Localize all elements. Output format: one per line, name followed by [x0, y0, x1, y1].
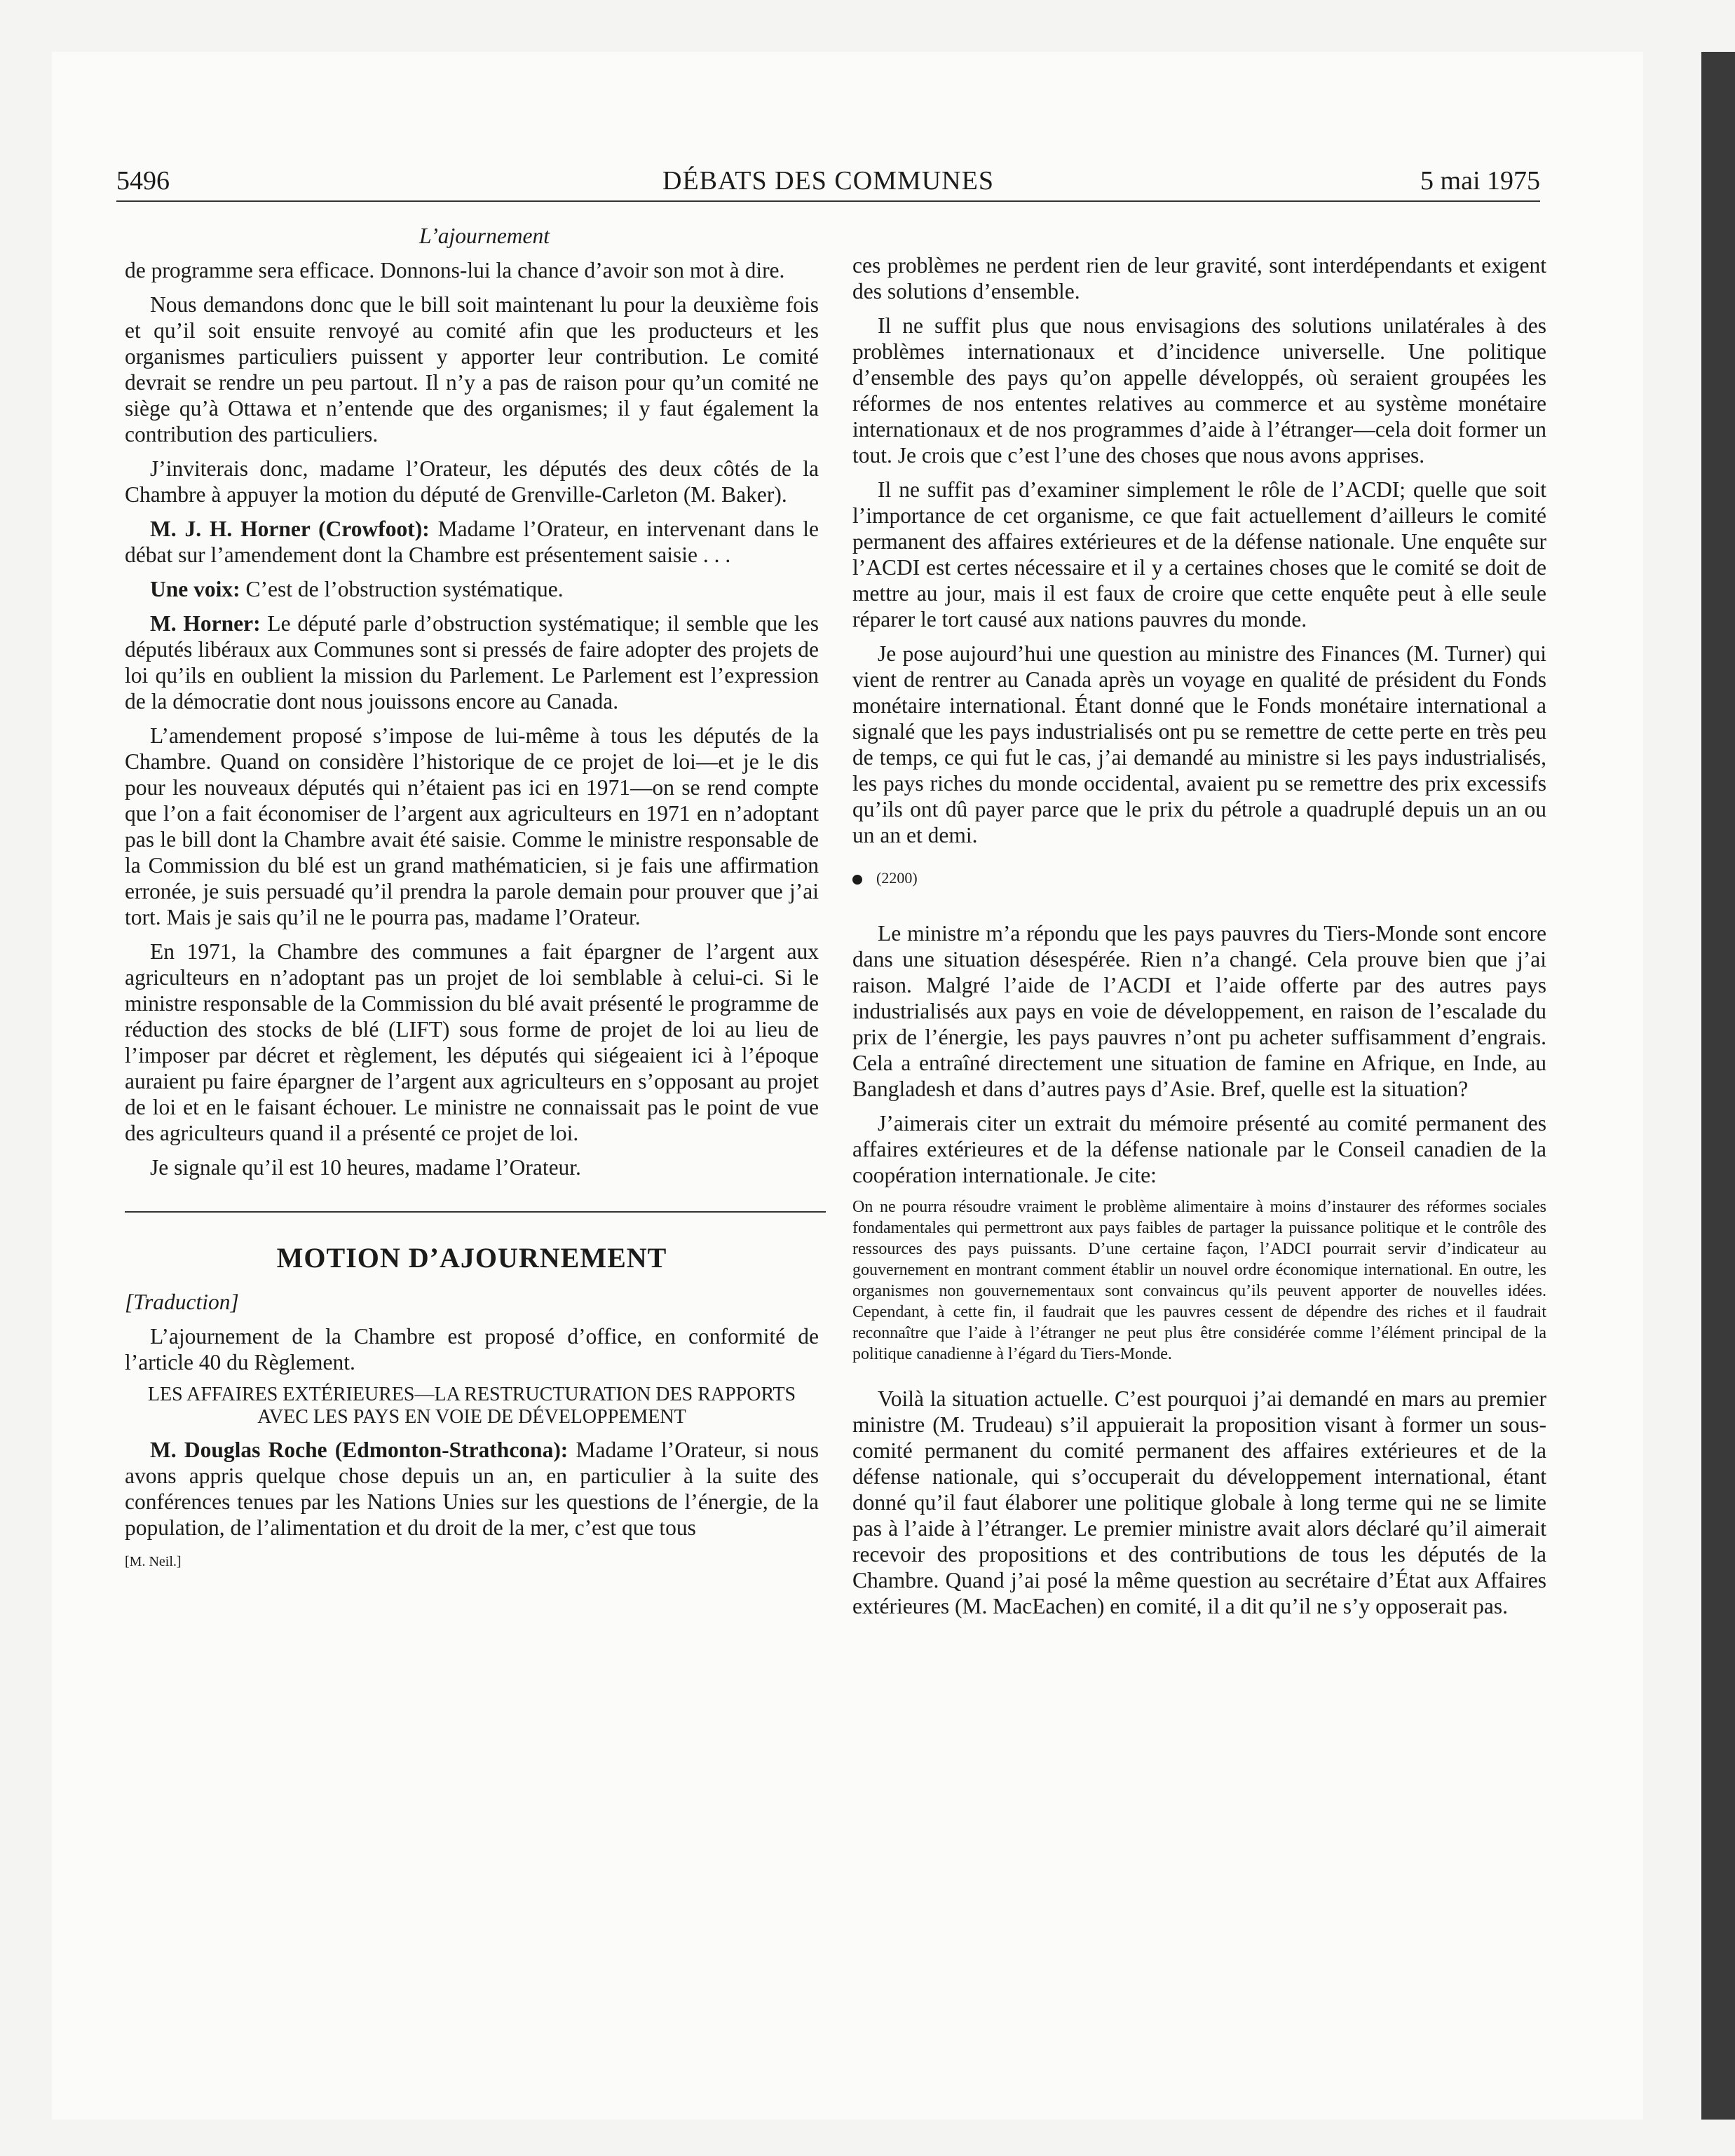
speech-roche: [125, 1437, 819, 1541]
page-header: [116, 165, 1540, 202]
speaker-marker: [M. Neil.]: [125, 1554, 182, 1569]
speech-horner-2: [125, 610, 819, 714]
paragraph: Il ne suffit pas d’examiner simplement le rôle de l’ACDI; quelle que soit l’importance de cet organisme, ce que fait actuellement d’ailleurs le comité permanent des affaires extérieures et de la défense nationale. Une enquête sur l’ACDI est certes nécessaire et il y a certaines choses que le comité se doit de mettre au jour, mais il est faux de croire que cette enquête peut à elle seule réparer le tort causé aux nations pauvres du monde.: [852, 477, 1546, 632]
speech-text: Madame l’Orateur, en intervenant dans le débat sur l’amendement dont la Chambre est présentement saisie . . .: [125, 517, 819, 567]
speech-text: C’est de l’obstruction systématique.: [240, 577, 564, 601]
translation-note: [Traduction]: [125, 1290, 239, 1314]
paragraph: Je pose aujourd’hui une question au ministre des Finances (M. Turner) qui vient de rentrer au Canada après un voyage en qualité de président du Fonds monétaire international. Étant donné que le Fonds monétaire international a signalé que les pays industrialisés ont pu se remettre de cette perte en très peu de temps, ce qui fut le cas, j’ai demandé au ministre si les pays industrialisés, les pays riches du monde occidental, avaient pu se remettre des prix excessifs qu’ils ont dû payer parce que le prix du pétrole a quadruplé depuis un an ou un an et demi.: [852, 641, 1546, 847]
paragraph: Je signale qu’il est 10 heures, madame l’Orateur.: [150, 1155, 581, 1180]
paragraph: de programme sera efficace. Donnons-lui la chance d’avoir son mot à dire.: [125, 258, 785, 282]
paragraph: Le ministre m’a répondu que les pays pauvres du Tiers-Monde sont encore dans une situation désespérée. Rien n’a changé. Cela prouve bien que j’ai raison. Malgré l’aide de l’ACDI et l’aide offerte par des autres pays industrialisés aux pays en voie de développement, en raison de l’escalade du prix de l’énergie, les pays pauvres n’ont pu acheter suffisamment d’engrais. Cela a entraîné directement une situation de famine en Afrique, en Inde, au Bangladesh et dans d’autres pays d’Asie. Bref, quelle est la situation?: [852, 921, 1546, 1101]
paragraph: J’inviterais donc, madame l’Orateur, les députés des deux côtés de la Chambre à appuyer la motion du député de Grenville-Carleton (M. Baker).: [125, 456, 819, 507]
subject-heading: LES AFFAIRES EXTÉRIEURES—LA RESTRUCTURATION DES RAPPORTS AVEC LES PAYS EN VOIE DE DÉVELOPPEMENT: [147, 1384, 796, 1428]
section-divider: [125, 1211, 826, 1213]
speech-voice: [125, 576, 819, 602]
paragraph: ces problèmes ne perdent rien de leur gravité, sont interdépendants et exigent des solutions d’ensemble.: [852, 253, 1546, 303]
paragraph: L’amendement proposé s’impose de lui-même à tous les députés de la Chambre. Quand on considère l’historique de ce projet de loi—et je le dis pour les nouveaux députés qui n’étaient pas ici en 1971—on se rend compte que l’on a fait économiser de l’argent aux agriculteurs en 1971 en n’adoptant pas le bill dont la Chambre avait été saisie. Comme le ministre responsable de la Commission du blé est un grand mathématicien, si je fais une affirmation erronée, je suis persuadé qu’il prendra la parole demain pour prouver que j’ai tort. Mais je sais qu’il ne le pourra pas, madame l’Orateur.: [125, 723, 819, 929]
running-head: L’ajournement: [419, 224, 550, 248]
paragraph: Il ne suffit plus que nous envisagions des solutions unilatérales à des problèmes internationaux et d’incidence universelle. Une politique d’ensemble des pays qu’on appelle développés, où seraient groupées les réformes de nos ententes relatives au commerce et au système monétaire internationaux et de nos programmes d’aide à l’étranger—cela doit former un tout. Je crois que c’est l’une des choses que nous avons apprises.: [852, 313, 1546, 468]
motion-title: MOTION D’AJOURNEMENT: [276, 1242, 667, 1274]
left-column: [125, 223, 819, 1583]
page-date: 5 mai 1975: [1420, 166, 1540, 196]
paragraph: Voilà la situation actuelle. C’est pourquoi j’ai demandé en mars au premier ministre (M. Trudeau) s’il appuierait la proposition visant à former un sous-comité permanent du comité permanent des affaires extérieures et de la défense nationale, qui s’occuperait du développement international, étant donné qu’il faut élaborer une politique globale à long terme qui ne se limite pas à l’aide à l’étranger. Le premier ministre avait alors déclaré qu’il aimerait recevoir des propositions et des contributions de tous les députés de la Chambre. Quand j’ai posé la même question au secrétaire d’État aux Affaires extérieures (M. MacEachen) en comité, il a dit qu’il ne s’y opposerait pas.: [852, 1386, 1546, 1618]
speech-horner: [125, 516, 819, 568]
speaker-name: Une voix:: [150, 577, 240, 601]
paragraph: J’aimerais citer un extrait du mémoire présenté au comité permanent des affaires extérieures et de la défense nationale par le Conseil canadien de la coopération internationale. Je cite:: [852, 1111, 1546, 1187]
speech-text: Madame l’Orateur, si nous avons appris quelque chose depuis un an, en particulier à la suite des conférences tenues par les Nations Unies sur les questions de l’énergie, de la population, de l’alimentation et du droit de la mer, c’est que tous: [125, 1438, 819, 1540]
right-column: [852, 252, 1546, 1628]
paragraph: Nous demandons donc que le bill soit maintenant lu pour la deuxième fois et qu’il soit ensuite renvoyé au comité afin que les producteurs et les organismes particuliers puissent y apporter leur contribution. Le comité devrait se rendre un peu partout. Il n’y a pas de raison pour qu’un comité ne siège qu’à Ottawa et n’entende que des organismes; il y faut également la contribution des particuliers.: [125, 292, 819, 446]
time-stamp: [852, 865, 1546, 891]
block-quote: On ne pourra résoudre vraiment le problème alimentaire à moins d’instaurer des réformes sociales fondamentales qui permettront aux pays faibles de partager la puissance politique et le contrôle des ressources des pays puissants. D’une certaine façon, l’ADCI pourrait servir d’indicateur au gouvernement en montrant comment établir un nouvel ordre économique international. En outre, les organismes non gouvernementaux sont convaincus qu’ils peuvent apporter de nouvelles idées. Cependant, à cette fin, il faudrait que les pauvres cessent de dépendre des riches et il faudrait reconnaître que l’aide à l’étranger ne peut plus être considérée comme l’élément principal de la politique canadienne à l’égard du Tiers-Monde.: [852, 1198, 1546, 1363]
paragraph: En 1971, la Chambre des communes a fait épargner de l’argent aux agriculteurs en n’adoptant pas un projet de loi semblable à celui-ci. Si le ministre responsable de la Commission du blé avait présenté le programme de réduction des stocks de blé (LIFT) sous forme de projet de loi au lieu de l’imposer par décret et règlement, les députés qui siégeaient ici à l’époque auraient pu faire épargner de l’argent aux agriculteurs en s’opposant au projet de loi et en le faisant échouer. Le ministre ne connaissait pas le point de vue des agriculteurs quand il a présenté ce projet de loi.: [125, 939, 819, 1145]
paragraph: L’ajournement de la Chambre est proposé d’office, en conformité de l’article 40 du Règlement.: [125, 1324, 819, 1374]
page-number: 5496: [116, 166, 170, 196]
speaker-name: M. Douglas Roche (Edmonton-Strathcona):: [150, 1438, 569, 1462]
time-stamp-text: (2200): [876, 869, 918, 887]
scan-edge: [1701, 52, 1735, 2120]
bullet-icon: [852, 875, 862, 885]
speaker-name: M. Horner:: [150, 611, 261, 636]
speech-text: Le député parle d’obstruction systématique; il semble que les députés libéraux aux Communes sont si pressés de faire adopter des projets de loi qu’ils en oublient la mission du Parlement. Le Parlement est l’expression de la démocratie dont nous jouissons encore au Canada.: [125, 611, 819, 714]
speaker-name: M. J. H. Horner (Crowfoot):: [150, 517, 430, 541]
publication-title: DÉBATS DES COMMUNES: [662, 166, 994, 196]
